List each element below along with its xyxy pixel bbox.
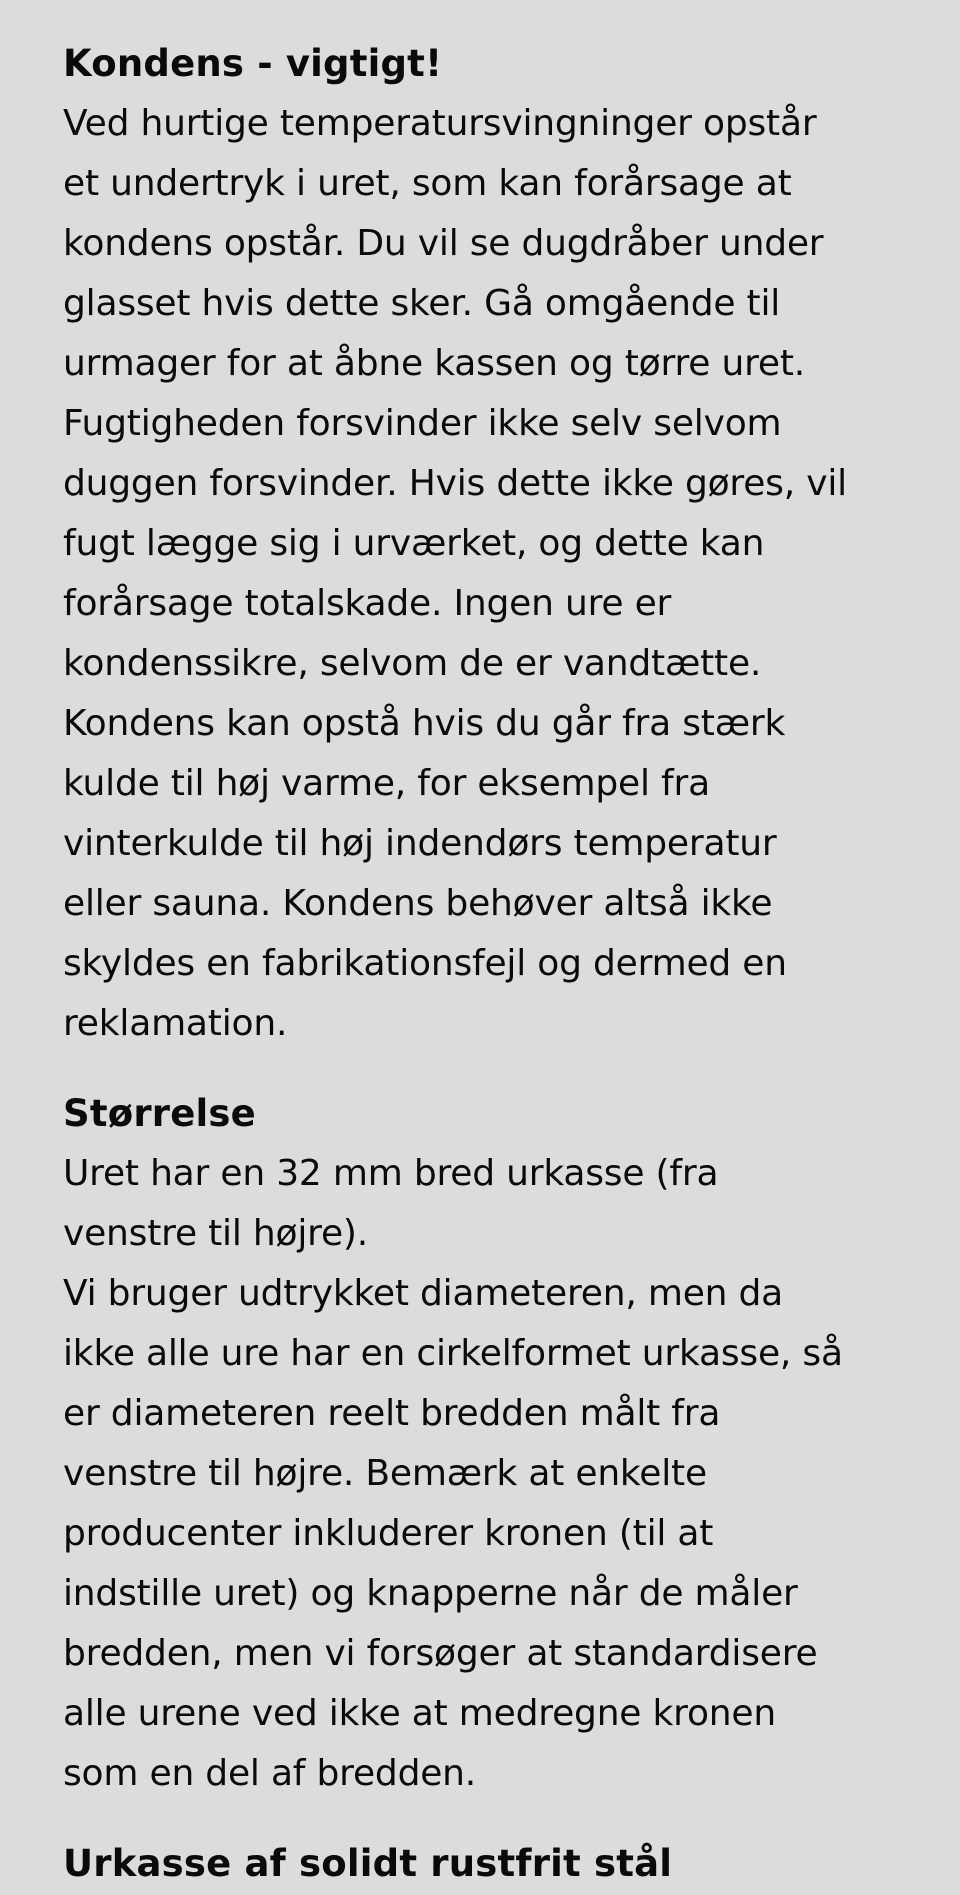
text-line: bredden, men vi forsøger at standardisere [63, 1633, 818, 1674]
text-line: Kondens kan opstå hvis du går fra stærk [63, 703, 786, 744]
text-line: ikke alle ure har en cirkelformet urkasse, så [63, 1333, 843, 1374]
text-line: Vi bruger udtrykket diameteren, men da [63, 1273, 784, 1314]
text-line: Uret har en 32 mm bred urkasse (fra [63, 1153, 719, 1194]
text-line: producenter inkluderer kronen (til at [63, 1513, 714, 1554]
section-heading-case: Urkasse af solidt rustfrit stål [63, 1842, 673, 1885]
text-line: venstre til højre. Bemærk at enkelte [63, 1453, 707, 1494]
text-line: reklamation. [63, 1003, 288, 1044]
text-line: glasset hvis dette sker. Gå omgående til [63, 283, 781, 324]
text-line: venstre til højre). [63, 1213, 368, 1254]
section-case [63, 1834, 920, 1894]
text-line: som en del af bredden. [63, 1753, 477, 1794]
text-line: vinterkulde til høj indendørs temperatur [63, 823, 777, 864]
text-line: er diameteren reelt bredden målt fra [63, 1393, 721, 1434]
text-line: kondenssikre, selvom de er vandtætte. [63, 643, 762, 684]
text-line: et undertryk i uret, som kan forårsage at [63, 163, 792, 204]
text-line: forårsage totalskade. Ingen ure er [63, 583, 672, 624]
text-line: duggen forsvinder. Hvis dette ikke gøres, vil [63, 463, 847, 504]
text-line: Ved hurtige temperatursvingninger opstår [63, 103, 817, 144]
text-line: kulde til høj varme, for eksempel fra [63, 763, 710, 804]
text-line: kondens opstår. Du vil se dugdråber under [63, 223, 824, 264]
text-line: eller sauna. Kondens behøver altså ikke [63, 883, 773, 924]
section-size [63, 1084, 920, 1804]
text-line: alle urene ved ikke at medregne kronen [63, 1693, 776, 1734]
text-line: Fugtigheden forsvinder ikke selv selvom [63, 403, 782, 444]
section-heading-condensation: Kondens - vigtigt! [63, 42, 443, 85]
text-line: fugt lægge sig i urværket, og dette kan [63, 523, 765, 564]
text-line: indstille uret) og knapperne når de måler [63, 1573, 798, 1614]
section-heading-size: Størrelse [63, 1092, 256, 1135]
section-condensation [63, 34, 920, 1054]
text-line: urmager for at åbne kassen og tørre uret. [63, 343, 805, 384]
text-line: skyldes en fabrikationsfejl og dermed en [63, 943, 787, 984]
